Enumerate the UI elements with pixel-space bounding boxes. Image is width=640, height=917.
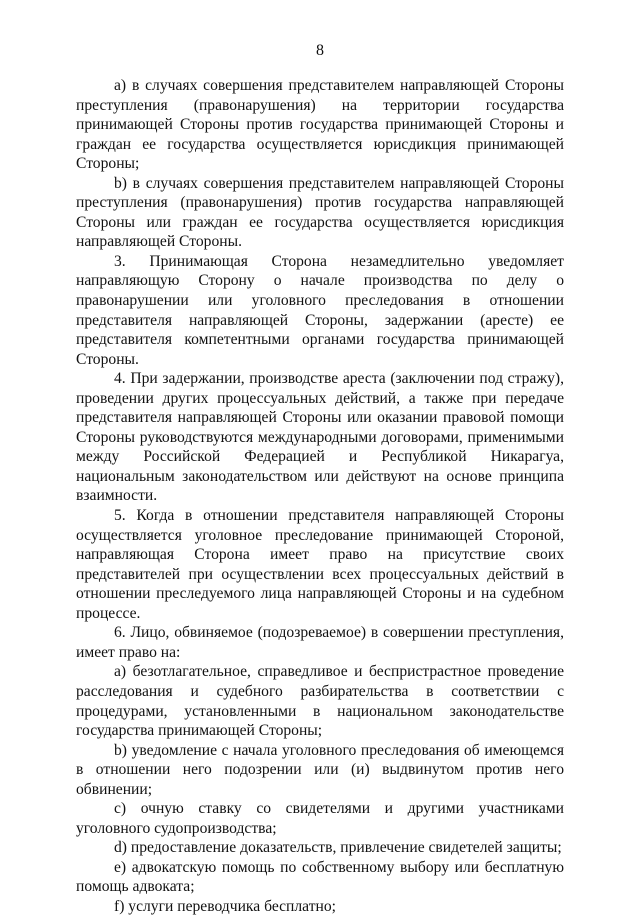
list-item-c: c) очную ставку со свидетелями и другими участниками уголовного судопроизводства; bbox=[76, 800, 564, 837]
paragraph-clause-6: 6. Лицо, обвиняемое (подозреваемое) в совершении преступления, имеет право на: bbox=[76, 624, 564, 661]
page-number: 8 bbox=[316, 42, 324, 59]
paragraph-clause-3: 3. Принимающая Сторона незамедлительно уведомляет направляющую Сторону о начале производства по делу о правонарушении или уголовного преследования в отношении представителя направляющей Стороны, задержании (аресте) ее представителя компетентными органами государства принимающей Стороны. bbox=[76, 252, 564, 368]
list-item-e: e) адвокатскую помощь по собственному выбору или бесплатную помощь адвоката; bbox=[76, 858, 564, 896]
document-body bbox=[76, 76, 564, 917]
list-item-a: a) безотлагательное, справедливое и беспристрастное проведение расследования и судебного разбирательства в соответствии с процедурами, установленными в национальном законодательстве государства принимающей Стороны; bbox=[76, 663, 564, 740]
paragraph-jurisdiction-receiving: a) в случаях совершения представителем направляющей Стороны преступления (правонарушения) на территории государства принимающей Стороны против государства принимающей Стороны и граждан ее государства осуществляется юрисдикция принимающей Стороны; bbox=[76, 77, 564, 173]
list-item-b: b) уведомление с начала уголовного преследования об имеющемся в отношении него подозрении или (и) выдвинутом против него обвинении; bbox=[76, 741, 564, 798]
list-item-d: d) предоставление доказательств, привлечение свидетелей защиты; bbox=[114, 839, 562, 857]
list-item-f: f) услуги переводчика бесплатно; bbox=[114, 897, 336, 915]
paragraph-clause-5: 5. Когда в отношении представителя направляющей Стороны осуществляется уголовное преследование принимающей Стороной, направляющая Сторона имеет право на присутствие своих представителей при осуществлении всех процессуальных действий в отношении преследуемого лица направляющей Стороны и на судебном процессе. bbox=[76, 507, 564, 622]
paragraph-clause-4: 4. При задержании, производстве ареста (заключении под стражу), проведении других процессуальных действий, а также при передаче представителя направляющей Стороны или оказании правовой помощи Стороны руководствуются международными договорами, применимыми между Российской Федерацией и Республикой Никарагуа, национальным законодательством или действуют на основе принципа взаимности. bbox=[76, 370, 564, 505]
paragraph-jurisdiction-sending: b) в случаях совершения представителем направляющей Стороны преступления (правонарушения) против государства направляющей Стороны или граждан ее государства осуществляется юрисдикция направляющей Стороны. bbox=[76, 174, 564, 251]
